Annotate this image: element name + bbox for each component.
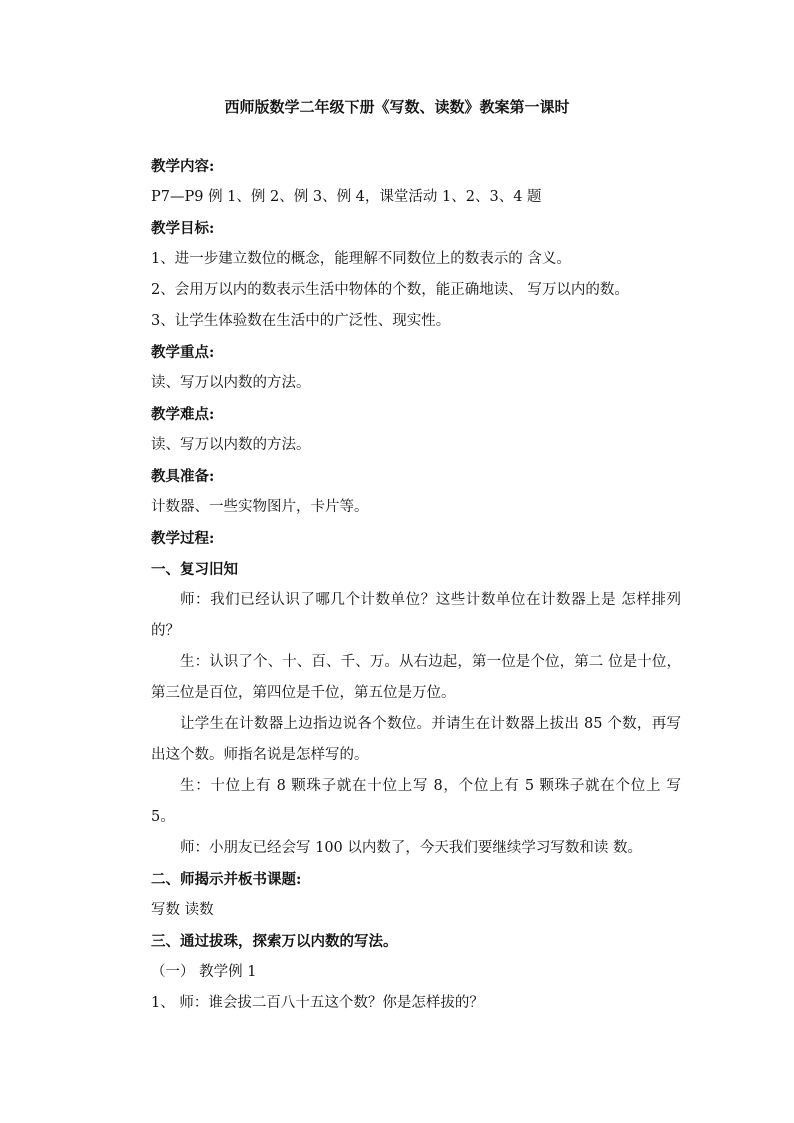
teaching-goal-item: 1、进一步建立数位的概念，能理解不同数位上的数表示的 含义。 [151, 251, 571, 267]
tools-text: 计数器、一些实物图片，卡片等。 [151, 499, 369, 515]
difficulty-heading: 教学难点: [151, 406, 215, 423]
dialogue-paragraph: 生：认识了个、十、百、千、万。从右边起，第一位是个位，第二 位是十位，第三位是百位，第四位是千位，第五位是万位。 [151, 654, 681, 701]
numbered-item: 1、 师：谁会拔二百八十五这个数？你是怎样拔的？ [151, 995, 484, 1011]
teaching-content-heading: 教学内容: [151, 158, 215, 175]
teaching-goal-item: 3、让学生体验数在生活中的广泛性、现实性。 [151, 313, 451, 329]
section-explore-heading: 三、通过拔珠，探索万以内数的写法。 [151, 933, 398, 950]
section-review-heading: 一、复习旧知 [151, 561, 238, 578]
dialogue-paragraph: 师：我们已经认识了哪几个计数单位？这些计数单位在计数器上是 怎样排列的？ [151, 592, 681, 639]
section-topic-text: 写数 读数 [151, 902, 214, 918]
dialogue-paragraph: 生：十位上有 8 颗珠子就在十位上写 8，个位上有 5 颗珠子就在个位上 写 5。 [151, 778, 681, 825]
document-title: 西师版数学二年级下册《写数、读数》教案第一课时 [224, 98, 570, 116]
teaching-goal-item: 2、会用万以内的数表示生活中物体的个数，能正确地读、 写万以内的数。 [151, 282, 629, 298]
key-points-heading: 教学重点: [151, 344, 215, 361]
difficulty-text: 读、写万以内数的方法。 [151, 437, 311, 453]
subsection-heading: （一） 教学例 1 [151, 964, 257, 980]
dialogue-paragraph: 让学生在计数器上边指边说各个数位。并请生在计数器上拔出 85 个数，再写出这个数。师指名说是怎样写的。 [151, 716, 681, 763]
tools-heading: 教具准备: [151, 468, 215, 485]
document-body [151, 151, 681, 1019]
section-topic-heading: 二、师揭示并板书课题: [151, 871, 302, 888]
process-heading: 教学过程: [151, 530, 215, 547]
dialogue-paragraph: 师：小朋友已经会写 100 以内数了，今天我们要继续学习写数和读 数。 [180, 840, 643, 856]
teaching-content-text: P7—P9 例 1、例 2、例 3、例 4，课堂活动 1、2、3、4 题 [151, 189, 542, 205]
key-points-text: 读、写万以内数的方法。 [151, 375, 311, 391]
teaching-goals-heading: 教学目标: [151, 220, 215, 237]
